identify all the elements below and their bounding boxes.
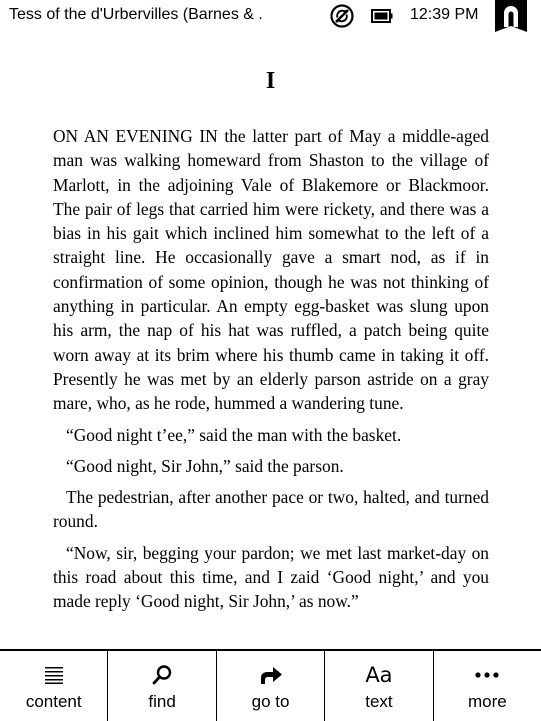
list-icon: [41, 663, 67, 687]
paragraph: “Now, sir, begging your pardon; we met last market-day on this road about this time, and I zaid ‘Good night,’ and you made reply ‘Good night, Sir John,’ as now.”: [53, 542, 489, 612]
search-icon: [149, 663, 175, 687]
nook-home-icon[interactable]: [495, 0, 527, 32]
book-title: Tess of the d'Urbervilles (Barnes & .: [9, 6, 263, 23]
content-button[interactable]: [0, 651, 108, 721]
go-to-button[interactable]: [217, 651, 325, 721]
font-size-icon: [366, 663, 392, 687]
sync-disabled-icon: [330, 4, 354, 28]
more-dots-icon: [474, 663, 500, 687]
paragraph: The pedestrian, after another pace or two, halted, and turned round.: [53, 487, 489, 532]
reader-toolbar: [0, 649, 541, 721]
paragraph-text: the latter part of May a middle-aged man was walking homeward from Shaston to the village of Marlott, in the adjoining Vale of Blakemore or Blackmoor. The pair of legs that carried him were rickety, and there was a bias in his gait which inclined him somewhat to the left of a straight line. He occasionally gave a smart nod, as if in confirmation of some opinion, though he was not thinking of anything in particular. An empty egg-basket was slung upon his arm, the nap of his hat was ruffled, a patch being quite worn away at its brim where his thumb came in taking it off. Presently he was met by an elderly parson astride on a gray mare, who, as he rode, hummed a wandering tune.: [53, 126, 489, 414]
more-label: more: [467, 692, 507, 711]
chapter-heading: I: [265, 68, 276, 94]
go-to-label: go to: [251, 692, 290, 711]
battery-icon: [371, 9, 393, 23]
paragraph: [53, 124, 489, 416]
paragraph: “Good night t’ee,” said the man with the basket.: [66, 424, 402, 445]
text-button[interactable]: [325, 651, 433, 721]
find-button[interactable]: [108, 651, 216, 721]
text-label: text: [365, 692, 393, 711]
book-page-text[interactable]: [53, 124, 489, 621]
paragraph-lead-caps: ON AN EVENING IN: [53, 126, 218, 146]
font-size-glyph: Aa: [365, 663, 393, 687]
paragraph: “Good night, Sir John,” said the parson.: [66, 455, 344, 476]
more-button[interactable]: [434, 651, 541, 721]
find-label: find: [148, 692, 176, 711]
forward-arrow-icon: [258, 663, 284, 687]
clock: 12:39 PM: [410, 6, 479, 23]
status-bar: [0, 0, 541, 34]
content-label: content: [25, 692, 82, 711]
